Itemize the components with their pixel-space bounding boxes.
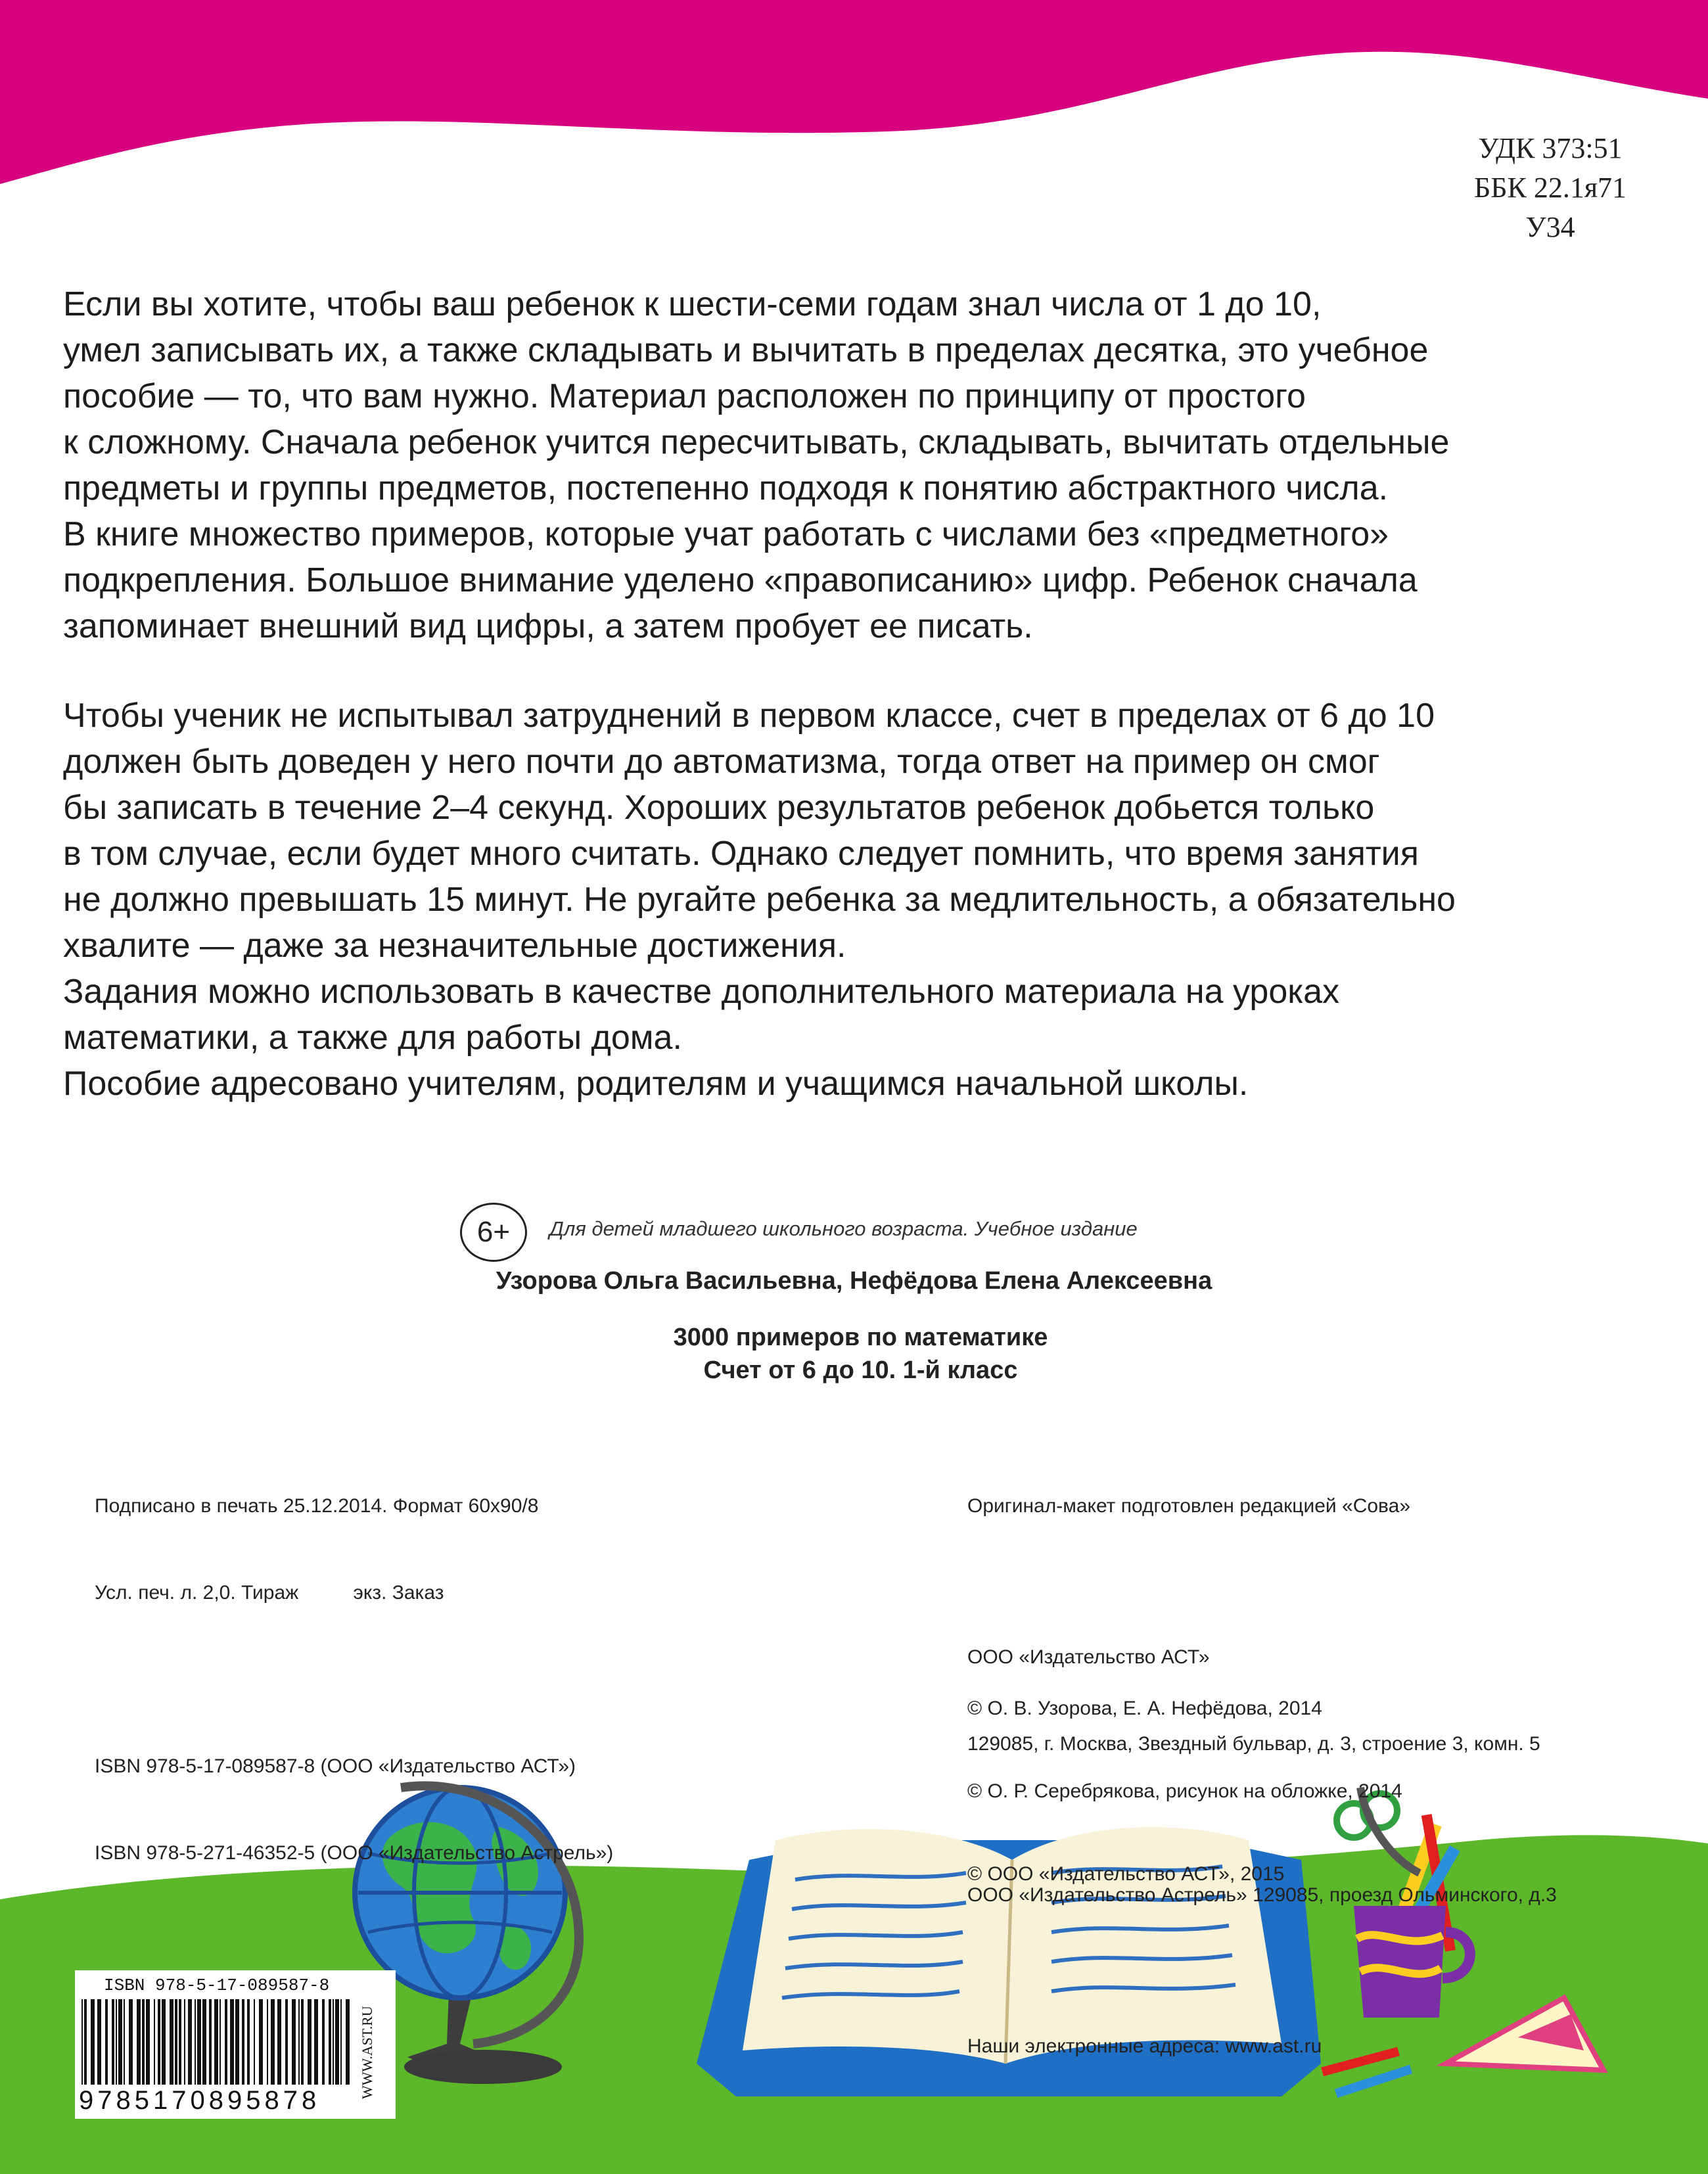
publisher-line-5: Наши электронные адреса: www.ast.ru xyxy=(967,2035,1322,2057)
barcode-bar xyxy=(118,1999,122,2085)
barcode-bar xyxy=(142,1999,145,2085)
book-title-line-2: Счет от 6 до 10. 1-й класс xyxy=(703,1356,1018,1384)
barcode-bar xyxy=(179,1999,181,2085)
barcode-bar xyxy=(214,1999,218,2085)
barcode-bar xyxy=(292,1999,296,2085)
barcode-bar xyxy=(219,1999,221,2085)
bbk-code: ББК 22.1я71 xyxy=(1473,172,1627,204)
copyright-line-2: © О. Р. Серебрякова, рисунок на обложке, 2014 xyxy=(967,1780,1402,1802)
barcode-bar xyxy=(124,1999,125,2085)
barcode-bar xyxy=(202,1999,206,2085)
barcode-bar xyxy=(340,1999,342,2085)
barcode-bar xyxy=(209,1999,212,2085)
barcode-bar xyxy=(129,1999,133,2085)
copyright-line-3: © ООО «Издательство АСТ», 2015 xyxy=(967,1863,1285,1885)
age-rating-badge: 6+ xyxy=(460,1203,527,1262)
barcode-bar xyxy=(225,1999,227,2085)
barcode-bar xyxy=(335,1999,339,2085)
barcode-bar xyxy=(271,1999,275,2085)
barcode-digits: 9785170895878 xyxy=(79,2086,321,2115)
barcode-bar xyxy=(112,1999,114,2085)
barcode-bar xyxy=(230,1999,234,2085)
barcode-bar xyxy=(247,1999,250,2085)
barcode-bar xyxy=(170,1999,173,2085)
isbn-list xyxy=(95,1694,613,1897)
book-title xyxy=(0,1321,1708,1387)
author-code: У34 xyxy=(1525,211,1575,243)
barcode-bar xyxy=(184,1999,185,2085)
authors: Узорова Ольга Васильевна, Нефёдова Елена Алексеевна xyxy=(496,1267,1212,1295)
barcode-bar xyxy=(195,1999,196,2085)
publisher-line-1: Оригинал-макет подготовлен редакцией «Сова» xyxy=(967,1495,1411,1517)
book-description xyxy=(63,281,1660,1150)
barcode xyxy=(75,1970,396,2119)
barcode-bar xyxy=(105,1999,108,2085)
print-info-line-1: Подписано в печать 25.12.2014. Формат 60x90/8 xyxy=(95,1495,539,1517)
barcode-bar xyxy=(308,1999,312,2085)
publisher-line-2: ООО «Издательство АСТ» xyxy=(967,1646,1210,1668)
barcode-bar xyxy=(97,1999,101,2085)
isbn-ast: ISBN 978-5-17-089587-8 (ООО «Издательство АСТ») xyxy=(95,1755,576,1777)
barcode-bar xyxy=(158,1999,160,2085)
barcode-site: WWW.AST.RU xyxy=(359,2006,375,2099)
barcode-bar xyxy=(346,1999,350,2085)
barcode-bar xyxy=(329,1999,331,2085)
barcode-bar xyxy=(254,1999,255,2085)
barcode-bar xyxy=(242,1999,244,2085)
barcode-bar xyxy=(116,1999,117,2085)
classification-codes xyxy=(1452,129,1649,247)
barcode-bar xyxy=(333,1999,334,2085)
barcode-bar xyxy=(154,1999,155,2085)
copyright-line-1: © О. В. Узорова, Е. А. Нефёдова, 2014 xyxy=(967,1698,1322,1719)
description-paragraph-2: Чтобы ученик не испытывал затруднений в первом классе, счет в пределах от 6 до 10 должен быть доведен у него почти до автоматизма, тогда ответ на пример он смог бы записать в течение 2–4 секунд. Хороших результатов ребенок добьется только в том случае, если будет много считать. Однако следует помнить, что время занятия не должно превышать 15 минут. Не ругайте ребенка за медлительность, а обязательно хвалите — даже за незначительные достижения. Задания можно использовать в качестве дополнительного материала на уроках математики, а также для работы дома. Пособие адресовано учителям, родителям и учащимся начальной школы. xyxy=(63,697,1456,1103)
isbn-astrel: ISBN 978-5-271-46352-5 (ООО «Издательство Астрель») xyxy=(95,1842,614,1864)
barcode-isbn-label: ISBN 978-5-17-089587-8 xyxy=(104,1976,330,1995)
barcode-bar xyxy=(146,1999,150,2085)
barcode-bar xyxy=(235,1999,239,2085)
barcode-bar xyxy=(267,1999,268,2085)
print-info-line-2: Усл. печ. л. 2,0. Тираж экз. Заказ xyxy=(95,1582,444,1604)
barcode-bar xyxy=(91,1999,95,2085)
barcode-bar xyxy=(298,1999,300,2085)
barcode-bar xyxy=(259,1999,263,2085)
print-info xyxy=(95,1434,538,1636)
barcode-bar xyxy=(81,1999,83,2085)
age-rating-label: Для детей младшего школьного возраста. Учебное издание xyxy=(549,1217,1138,1240)
barcode-bar xyxy=(314,1999,318,2085)
barcode-bar xyxy=(285,1999,288,2085)
barcode-bar xyxy=(188,1999,192,2085)
barcode-bar xyxy=(162,1999,166,2085)
barcode-bar xyxy=(322,1999,325,2085)
book-title-line-1: 3000 примеров по математике xyxy=(673,1324,1048,1351)
barcode-bar xyxy=(137,1999,141,2085)
barcode-bar xyxy=(175,1999,177,2085)
barcode-bar xyxy=(84,1999,87,2085)
publisher-line-4: ООО «Издательство Астрель» 129085, проезд Ольминского, д.3 xyxy=(967,1884,1557,1906)
barcode-bar xyxy=(301,1999,304,2085)
description-paragraph-1: Если вы хотите, чтобы ваш ребенок к шести-семи годам знал числа от 1 до 10, умел записывать их, а также складывать и вычитать в пределах десятка, это учебное пособие — то, что вам нужно. Материал расположен по принципу от простого к сложному. Сначала ребенок учится пересчитывать, складывать, вычитать отдельные предметы и группы предметов, постепенно подходя к понятию абстрактного числа. В книге множество примеров, которые учат работать с числами без «предметного» подкрепления. Большое внимание уделено «правописанию» цифр. Ребенок сначала запоминает внешний вид цифры, а затем пробует ее писать. xyxy=(63,285,1450,645)
barcode-bar xyxy=(277,1999,281,2085)
udk-code: УДК 373:51 xyxy=(1478,132,1623,164)
barcode-bars xyxy=(79,1999,355,2085)
publisher-line-3: 129085, г. Москва, Звездный бульвар, д. 3, строение 3, комн. 5 xyxy=(967,1733,1540,1755)
age-rating-row xyxy=(460,1203,1380,1262)
barcode-bar xyxy=(197,1999,201,2085)
copyright-info xyxy=(967,1640,1402,1916)
